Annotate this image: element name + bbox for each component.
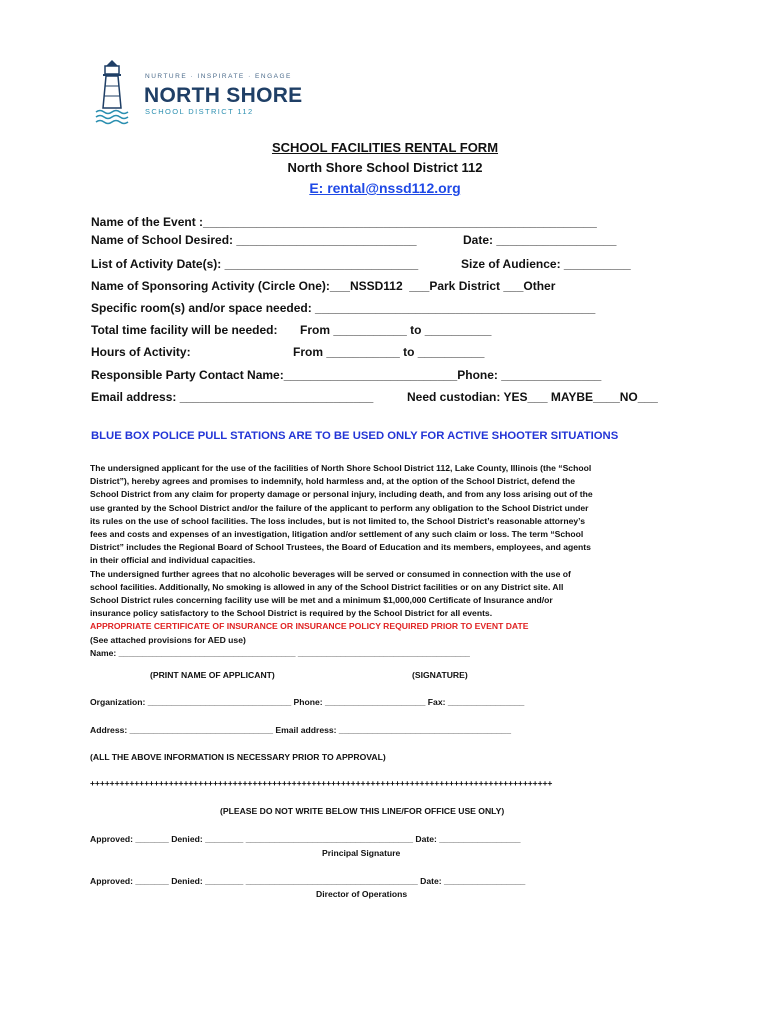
agreement-line: The undersigned applicant for the use of the facilities of North Shore School District 112, Lake County, Illinois (the “School	[90, 463, 592, 473]
agreement-line: insurance policy satisfactory to the School District is required by the School District for all events.	[90, 608, 493, 619]
custodian-field[interactable]: Need custodian: YES___ MAYBE____NO___	[407, 390, 658, 404]
office-use-note: (PLEASE DO NOT WRITE BELOW THIS LINE/FOR OFFICE USE ONLY)	[220, 806, 505, 816]
print-name-label: (PRINT NAME OF APPLICANT)	[150, 670, 275, 680]
form-title: SCHOOL FACILITIES RENTAL FORM	[271, 140, 499, 155]
agreement-line: school facilities. Additionally, No smoking is allowed in any of the School District facilities or on any District site. All	[90, 581, 564, 592]
principal-signature-label: Principal Signature	[322, 848, 401, 858]
agreement-line: School District rules concerning facility use will be met and a minimum $1,000,000 Certificate of Insurance and/or	[90, 595, 553, 606]
hours-label: Hours of Activity:	[91, 345, 191, 359]
logo-subname: SCHOOL DISTRICT 112	[145, 107, 254, 116]
responsible-party-field[interactable]: Responsible Party Contact Name:__________________________Phone: _______________	[91, 368, 602, 382]
agreement-line: its rules on the use of school facilities. The loss includes, but is not limited to, the School District’s reasonable attorney’s	[90, 515, 586, 526]
total-time-range-field[interactable]: From ___________ to __________	[300, 323, 492, 337]
director-approval-line[interactable]: Approved: _______ Denied: ________ ____________________________________ Date: _________________	[90, 876, 526, 886]
police-pull-station-notice: BLUE BOX POLICE PULL STATIONS ARE TO BE USED ONLY FOR ACTIVE SHOOTER SITUATIONS	[91, 430, 619, 442]
school-desired-field[interactable]: Name of School Desired: ___________________________	[91, 233, 417, 247]
activity-dates-field[interactable]: List of Activity Date(s): _____________________________	[91, 257, 419, 271]
event-name-field[interactable]: Name of the Event :___________________________________________________________	[91, 215, 597, 229]
agreement-line: School District from any claim for property damage or personal injury, including death, and from any loss arising out of the	[90, 489, 593, 500]
hours-range-field[interactable]: From ___________ to __________	[293, 345, 485, 359]
address-email-line[interactable]: Address: ______________________________ Email address: ____________________________________	[90, 725, 511, 735]
contact-email-text[interactable]: E: rental@nssd112.org	[309, 180, 461, 196]
director-operations-label: Director of Operations	[316, 889, 408, 899]
district-name: North Shore School District 112	[287, 160, 483, 175]
email-address-field[interactable]: Email address: _____________________________	[91, 390, 374, 404]
principal-approval-line[interactable]: Approved: _______ Denied: ________ ___________________________________ Date: _________________	[90, 834, 521, 844]
agreement-line: District” includes the Regional Board of School Trustees, the Board of Education and its members, employees, and agents	[90, 542, 591, 553]
separator-line: ++++++++++++++++++++++++++++++++++++++++++++++++++++++++++++++++++++++++++++++++++++++++++++++	[90, 778, 553, 788]
aed-note: (See attached provisions for AED use)	[90, 634, 246, 645]
signature-label: (SIGNATURE)	[412, 670, 468, 680]
insurance-notice: APPROPRIATE CERTIFICATE OF INSURANCE OR INSURANCE POLICY REQUIRED PRIOR TO EVENT DATE	[90, 621, 529, 632]
sponsoring-activity-field[interactable]: Name of Sponsoring Activity (Circle One):___NSSD112 ___Park District ___Other	[91, 279, 556, 293]
agreement-line: District”), hereby agrees and promises to indemnify, hold harmless and, at the option of the School District, defend the	[90, 476, 575, 487]
contact-email[interactable]	[0, 180, 770, 196]
agreement-line: in their official and individual capacities.	[90, 555, 256, 566]
agreement-text	[90, 462, 690, 660]
name-signature-line[interactable]: Name: _____________________________________ ____________________________________	[90, 647, 470, 658]
approval-required-note: (ALL THE ABOVE INFORMATION IS NECESSARY PRIOR TO APPROVAL)	[90, 752, 386, 762]
audience-size-field[interactable]: Size of Audience: __________	[461, 257, 631, 271]
agreement-line: The undersigned further agrees that no alcoholic beverages will be served or consumed in connection with the use of	[90, 568, 571, 579]
logo-tagline: NURTURE · INSPIRATE · ENGAGE	[145, 73, 292, 80]
organization-phone-fax-line[interactable]: Organization: ______________________________ Phone: _____________________ Fax: ________________	[90, 697, 525, 707]
logo-name: NORTH SHORE	[144, 84, 303, 107]
date-field[interactable]: Date: __________________	[463, 233, 617, 247]
rooms-field[interactable]: Specific room(s) and/or space needed: __________________________________________	[91, 301, 596, 315]
agreement-line: use granted by the School District and/or the failure of the applicant to perform any obligation to the School District under	[90, 502, 589, 513]
agreement-line: fees and costs and expenses of an investigation, litigation and/or settlement of any such claim or loss. The term “School	[90, 529, 584, 540]
total-time-label: Total time facility will be needed:	[91, 323, 278, 337]
